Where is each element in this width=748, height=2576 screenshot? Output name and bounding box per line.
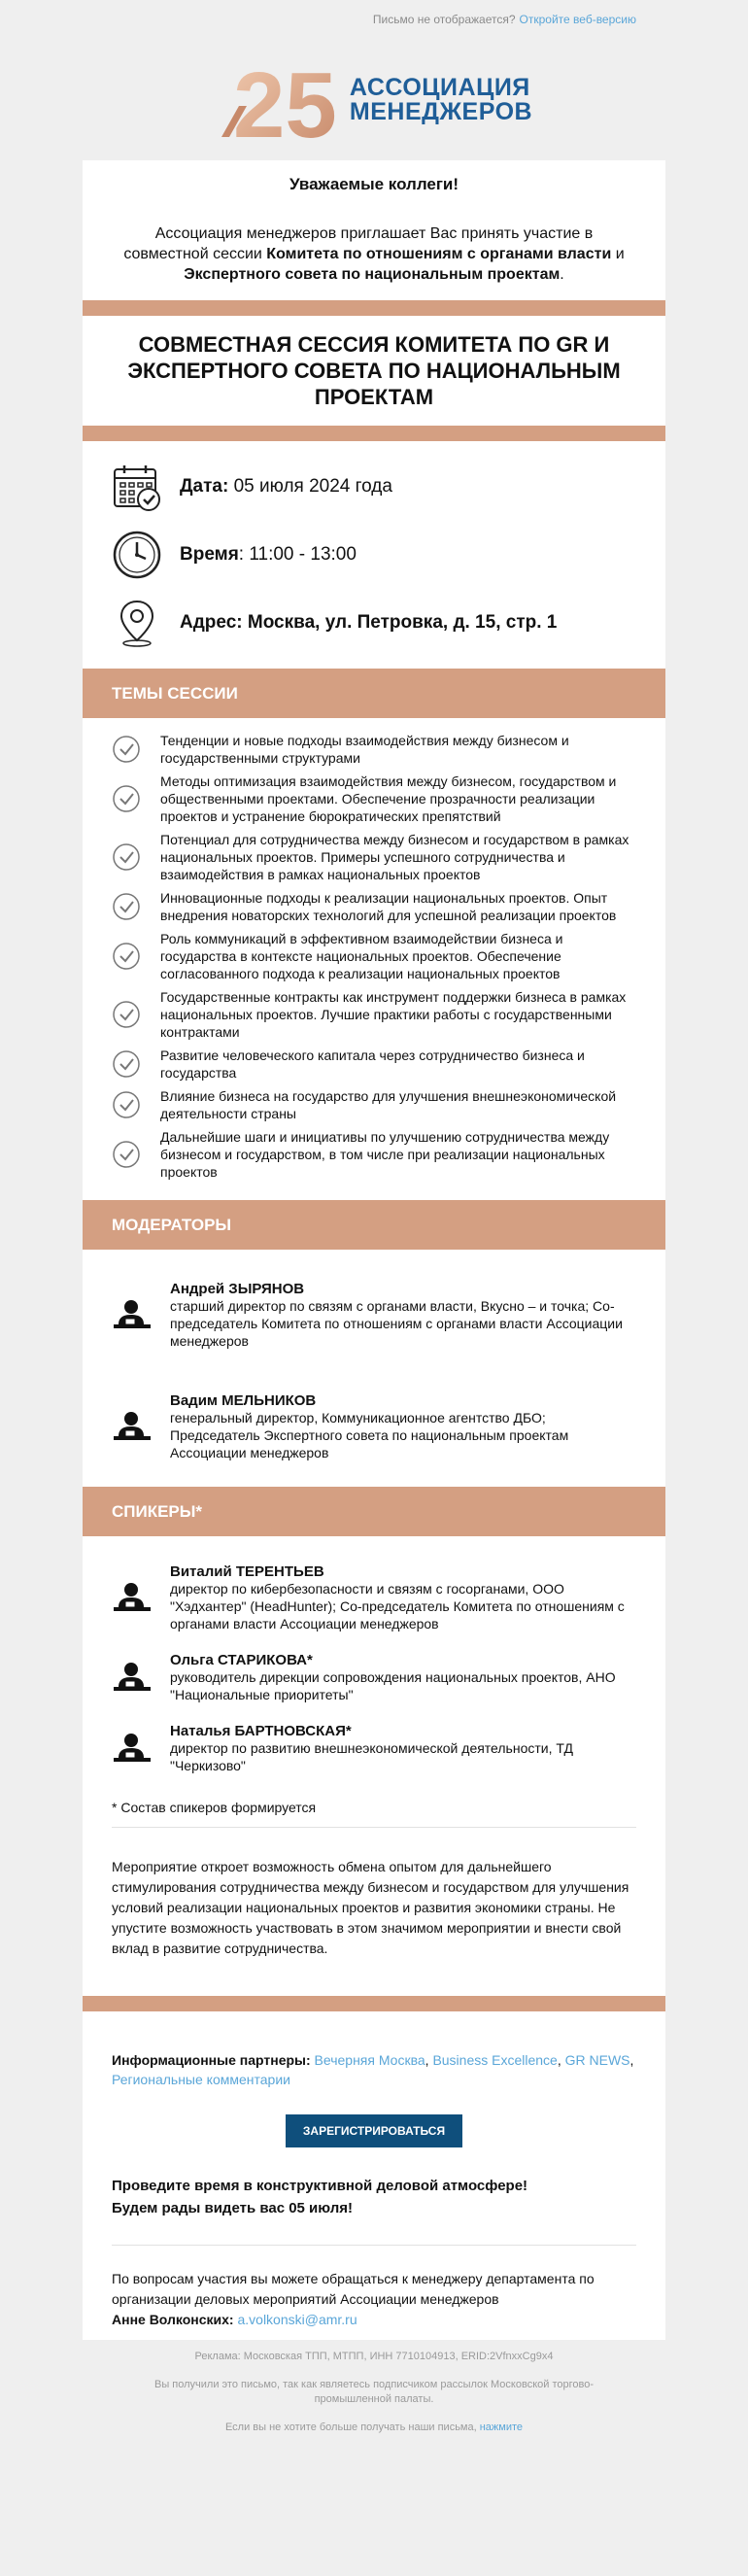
topic-item xyxy=(112,732,636,767)
topic-text: Инновационные подходы к реализации национальных проектов. Опыт внедрения новаторских технологий для успешной реализации проектов xyxy=(160,890,617,923)
time-value: : 11:00 - 13:00 xyxy=(238,544,357,565)
topic-text: Развитие человеческого капитала через сотрудничество бизнеса и государства xyxy=(160,1048,585,1081)
check-circle-icon xyxy=(112,1049,141,1079)
topic-text: Методы оптимизация взаимодействия между бизнесом, государством и общественными проектами. Обеспечение прозрачности реализации проектов и устранение бюрократических препятствий xyxy=(160,773,617,824)
cta-line-1: Проведите время в конструктивной деловой атмосфере! xyxy=(112,2178,528,2194)
person-name: Виталий ТЕРЕНТЬЕВ xyxy=(170,1563,324,1580)
speakers-item xyxy=(112,1638,636,1709)
contact-block xyxy=(83,2246,665,2340)
speakers-list xyxy=(83,1536,665,1780)
partner-link[interactable]: Business Excellence xyxy=(432,2052,558,2068)
topic-item xyxy=(112,889,636,924)
logo-wordmark xyxy=(349,73,533,125)
topic-item xyxy=(112,773,636,825)
contact-text: По вопросам участия вы можете обращаться к менеджеру департамента по организации деловых мероприятий Ассоциации менеджеров xyxy=(112,2271,595,2307)
header-logo xyxy=(0,39,748,160)
accent-divider xyxy=(83,300,665,316)
person-role: руководитель дирекции сопровождения национальных проектов, АНО "Национальные приоритеты" xyxy=(170,1669,616,1702)
person-name: Андрей ЗЫРЯНОВ xyxy=(170,1281,305,1297)
topic-text: Дальнейшие шаги и инициативы по улучшению сотрудничества между бизнесом и государством, в том числе при реализации национальных проектов xyxy=(160,1129,610,1180)
check-circle-icon xyxy=(112,1090,141,1119)
accent-divider xyxy=(83,1996,665,2011)
check-circle-icon xyxy=(112,892,141,921)
date-label: Дата: xyxy=(180,476,229,497)
topics-list xyxy=(83,718,665,1190)
web-version-link[interactable]: Откройте веб-версию xyxy=(519,13,636,26)
speakers-heading: СПИКЕРЫ* xyxy=(83,1487,665,1536)
partner-link[interactable]: Региональные комментарии xyxy=(112,2072,290,2087)
address-text: Адрес: Москва, ул. Петровка, д. 15, стр. 1 xyxy=(180,612,558,633)
logo-line-1: АССОЦИАЦИЯ xyxy=(349,73,530,101)
person-role: директор по кибербезопасности и связям с госорганами, ООО "Хэдхантер" (HeadHunter); Со-председатель Комитета по отношениям с органами власти Ассоциации менеджеров xyxy=(170,1581,625,1631)
speaker-avatar-icon xyxy=(112,1729,153,1769)
contact-email-link[interactable]: a.volkonski@amr.ru xyxy=(237,2312,357,2327)
committee-name: Комитета по отношениям с органами власти xyxy=(266,246,612,262)
closing-text: Мероприятие откроет возможность обмена опытом для дальнейшего стимулирования сотрудничества между бизнесом и государством для улучшения условий реализации национальных проектов и развития экономики страны. Не упустите возможность участвовать в этом значимом мероприятии и внести свой вклад в развитие сотрудничества. xyxy=(112,1859,629,1956)
partner-link[interactable]: Вечерняя Москва xyxy=(314,2052,425,2068)
check-circle-icon xyxy=(112,735,141,764)
register-button[interactable]: ЗАРЕГИСТРИРОВАТЬСЯ xyxy=(286,2114,462,2147)
event-info xyxy=(83,441,665,659)
session-title: СОВМЕСТНАЯ СЕССИЯ КОМИТЕТА ПО GR И ЭКСПЕРТНОГО СОВЕТА ПО НАЦИОНАЛЬНЫМ ПРОЕКТАМ xyxy=(127,332,621,409)
calendar-check-icon xyxy=(112,462,162,512)
map-pin-icon xyxy=(112,598,162,648)
web-version-note: Письмо не отображается? xyxy=(372,13,516,26)
moderators-heading: МОДЕРАТОРЫ xyxy=(83,1200,665,1250)
web-version-bar xyxy=(0,0,748,39)
subscription-note: Вы получили это письмо, так как являетесь подписчиком рассылок Московской торгово-промышленной палаты. xyxy=(154,2379,594,2405)
topics-heading: ТЕМЫ СЕССИИ xyxy=(83,669,665,718)
partner-link[interactable]: GR NEWS xyxy=(564,2052,630,2068)
topic-item xyxy=(112,1047,636,1082)
speakers-footnote: * Состав спикеров формируется xyxy=(112,1800,317,1815)
legal-footer xyxy=(0,2340,748,2435)
check-circle-icon xyxy=(112,842,141,872)
call-to-action xyxy=(83,2167,665,2245)
association-logo xyxy=(216,55,532,145)
intro-text: Ассоциация менеджеров приглашает Вас принять участие в совместной сессии Комитета по отношениям с органами власти и Экспертного совета по национальным проектам. xyxy=(123,225,625,283)
topic-text: Роль коммуникаций в эффективном взаимодействии бизнеса и государства в контексте национальных проектов. Обеспечение согласованного подхода к реализации национальных проектов xyxy=(160,931,563,981)
person-name: Ольга СТАРИКОВА* xyxy=(170,1652,313,1668)
unsubscribe-link[interactable]: нажмите xyxy=(479,2421,524,2433)
topic-text: Государственные контракты как инструмент поддержки бизнеса в рамках национальных проектов. Лучшие практики работы с государственными контрактами xyxy=(160,989,627,1040)
email-body xyxy=(83,160,665,2340)
speaker-avatar-icon xyxy=(112,1658,153,1699)
topic-item xyxy=(112,988,636,1041)
topic-item xyxy=(112,1128,636,1181)
person-role: старший директор по связям с органами власти, Вкусно – и точка; Со-председатель Комитета по отношениям с органами власти Ассоциации менеджеров xyxy=(170,1298,623,1349)
person-name: Наталья БАРТНОВСКАЯ* xyxy=(170,1723,352,1739)
clock-icon xyxy=(112,530,162,580)
greeting: Уважаемые коллеги! xyxy=(289,175,459,193)
contact-name: Анне Волконских: xyxy=(112,2312,234,2327)
ad-disclosure: Реклама: Московская ТПП, МТПП, ИНН 7710104913, ERID:2VfnxxCg9x4 xyxy=(194,2351,554,2362)
speakers-item xyxy=(112,1550,636,1638)
speakers-item xyxy=(112,1709,636,1780)
register-area xyxy=(83,2105,665,2167)
logo-number: 25 xyxy=(232,54,337,145)
topic-text: Потенциал для сотрудничества между бизнесом и государством в рамках национальных проектов. Примеры успешного сотрудничества и взаимодействия в рамках национальных проектов xyxy=(160,832,629,882)
topic-item xyxy=(112,930,636,982)
topic-item xyxy=(112,1087,636,1122)
council-name: Экспертного совета по национальным проектам xyxy=(184,266,561,283)
event-address xyxy=(112,589,636,657)
check-circle-icon xyxy=(112,942,141,971)
person-role: генеральный директор, Коммуникационное агентство ДБО; Председатель Экспертного совета по национальным проектам Ассоциации менеджеров xyxy=(170,1410,569,1460)
logo-25-mark xyxy=(216,55,344,145)
topic-text: Тенденции и новые подходы взаимодействия между бизнесом и государственными структурами xyxy=(160,733,569,766)
person-name: Вадим МЕЛЬНИКОВ xyxy=(170,1392,317,1409)
topic-item xyxy=(112,831,636,883)
moderators-item xyxy=(112,1375,636,1487)
unsubscribe-text: Если вы не хотите больше получать наши письма, xyxy=(224,2421,477,2433)
partners-label: Информационные партнеры: xyxy=(112,2052,311,2068)
accent-divider xyxy=(83,426,665,441)
logo-line-2: МЕНЕДЖЕРОВ xyxy=(349,97,533,125)
date-value: 05 июля 2024 года xyxy=(228,476,392,497)
speaker-avatar-icon xyxy=(112,1578,153,1619)
check-circle-icon xyxy=(112,1140,141,1169)
topic-text: Влияние бизнеса на государство для улучшения внешнеэкономической деятельности страны xyxy=(160,1088,617,1121)
person-role: директор по развитию внешнеэкономической деятельности, ТД "Черкизово" xyxy=(170,1740,573,1773)
moderators-item xyxy=(112,1263,636,1375)
speaker-avatar-icon xyxy=(112,1295,153,1336)
intro-block xyxy=(83,160,665,300)
event-time xyxy=(112,521,636,589)
check-circle-icon xyxy=(112,784,141,813)
event-date xyxy=(112,453,636,521)
moderators-list xyxy=(83,1250,665,1487)
speaker-avatar-icon xyxy=(112,1407,153,1448)
time-label: Время xyxy=(180,544,239,565)
cta-line-2: Будем рады видеть вас 05 июля! xyxy=(112,2200,353,2216)
info-partners: Информационные партнеры: Вечерняя Москва, Business Excellence, GR NEWS, Региональные комментарии xyxy=(112,2052,634,2087)
check-circle-icon xyxy=(112,1000,141,1029)
